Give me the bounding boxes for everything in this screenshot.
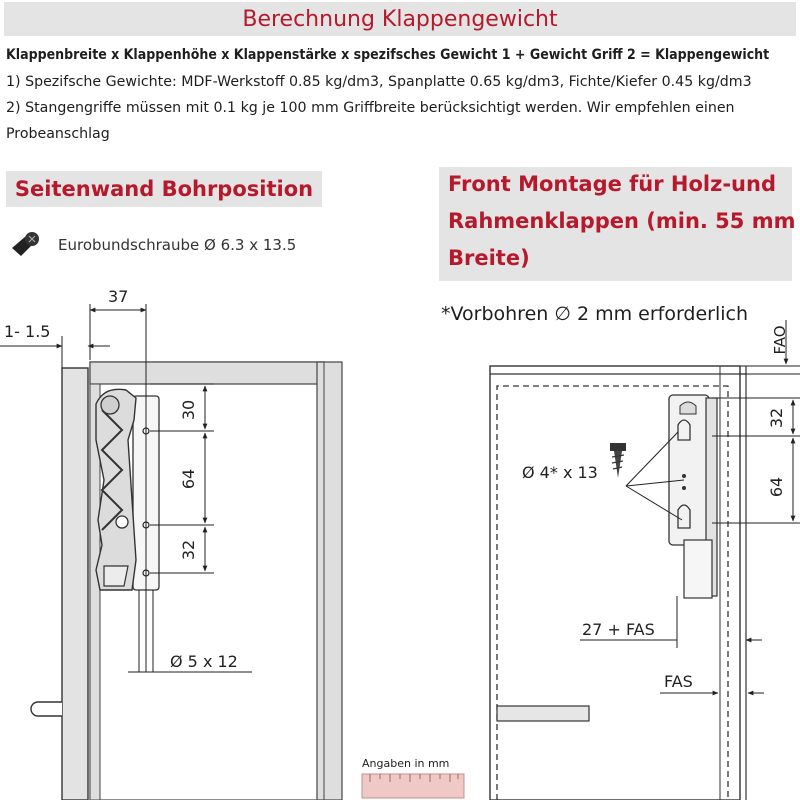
dim-32-left: 32: [179, 539, 198, 561]
lift-mechanism: [96, 389, 136, 590]
note-handles: 2) Stangengriffe müssen mit 0.1 kg je 100 mm Griffbreite berücksichtigt werden. Wir empfehlen einen: [6, 100, 735, 116]
units-label: Angaben in mm: [362, 757, 450, 770]
predrill-note: *Vorbohren ∅ 2 mm erforderlich: [441, 303, 749, 325]
dim-37: 37: [108, 287, 129, 306]
dim-screw: Ø 4* x 13: [522, 463, 598, 482]
side-panel: [62, 368, 88, 800]
dim-32-right: 32: [767, 407, 786, 429]
front-mechanism: [669, 395, 709, 545]
screw-label: Eurobundschraube Ø 6.3 x 13.5: [58, 236, 297, 254]
right-drawing: [490, 320, 800, 800]
left-drawing: [0, 287, 342, 800]
dim-64-left: 64: [179, 468, 198, 490]
right-panel: [317, 362, 342, 800]
dim-hole: Ø 5 x 12: [170, 652, 238, 671]
dim-offset: 1- 1.5: [4, 322, 51, 341]
ruler-icon: [362, 774, 464, 798]
dim-fas: FAS: [664, 672, 693, 691]
section-title-right-line-3: Breite): [448, 246, 530, 270]
section-title-left-text: Seitenwand Bohrposition: [14, 177, 314, 201]
note-handles-cont: Probeanschlag: [6, 126, 110, 142]
page-title: Berechnung Klappengewicht: [242, 6, 558, 32]
dim-27-fas: 27 + FAS: [582, 620, 655, 639]
pin: [31, 702, 62, 716]
top-panel: [90, 362, 324, 384]
screw-icon: [12, 232, 39, 256]
section-title-right-line-1: Front Montage für Holz-und: [448, 172, 776, 196]
note-weights: 1) Spezifsche Gewichte: MDF-Werkstoff 0.85 kg/dm3, Spanplatte 0.65 kg/dm3, Fichte/Kiefer 0.45 kg/dm3: [6, 74, 752, 90]
section-title-right-line-2: Rahmenklappen (min. 55 mm: [448, 209, 796, 233]
dim-64-right: 64: [767, 476, 786, 498]
dim-30: 30: [179, 399, 198, 421]
shelf-bar: [497, 706, 589, 721]
dim-fao: FAO: [771, 325, 789, 355]
formula-text: Klappenbreite x Klappenhöhe x Klappenstärke x spezifsches Gewicht 1 + Gewicht Griff 2 = Klappengewicht: [6, 47, 770, 63]
